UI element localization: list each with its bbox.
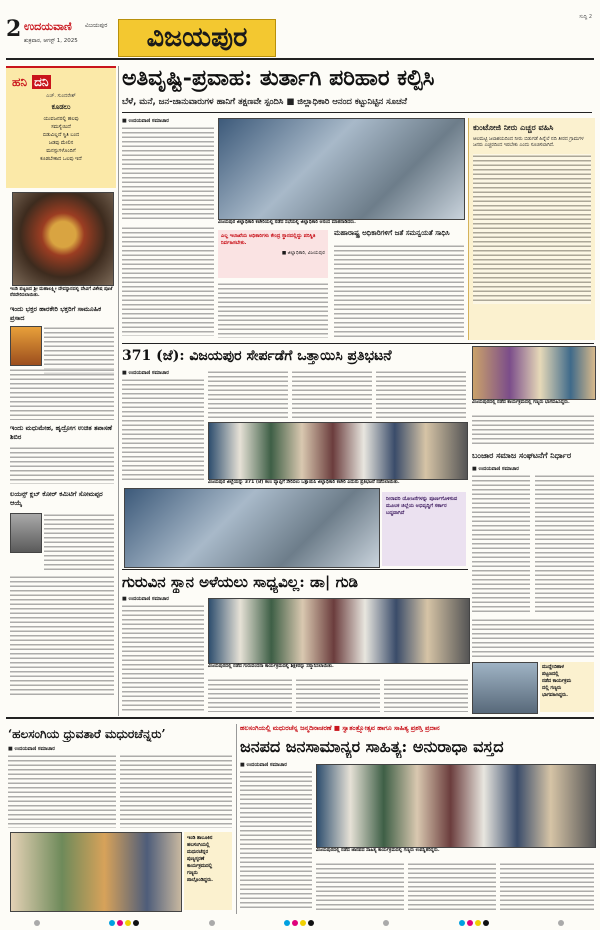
small-box-line: ಭಾಗವಹಿಸಿದ್ದರು. (542, 693, 568, 698)
issue-date: ಶುಕ್ರವಾರ, ಆಗಸ್ಟ್ 1, 2025 (24, 38, 78, 44)
story371-pullquote-box (382, 492, 466, 566)
guru-dateline: ■ ಉದಯವಾಣಿ ಸಮಾಚಾರ (122, 596, 169, 602)
bottom-left-photo (10, 832, 182, 912)
left-story2-text (10, 446, 114, 484)
left-story2-headline: ಇಂದು ಮಧುಮೇಹ, ಹೃದ್ರೋಗ ಉಚಿತ ತಪಾಸಣೆ ಶಿಬಿರ (10, 424, 113, 441)
deity-photo-caption: ಇಂಡಿ ಪಟ್ಟಣದ ಶ್ರೀ ಮಹಾಲಕ್ಷ್ಮೀ ದೇವಸ್ಥಾನದಲ್ಲಿ ದೇವಿಗೆ ವಿಶೇಷ ಪೂಜೆ ನೆರವೇರಿಸಲಾಯಿತು. (10, 287, 113, 298)
side-box-title: ಕುಂಟೋಜಿ ನೀರು ಎಚ್ಚರ ವಹಿಸಿ (473, 123, 554, 132)
hanidani-brand-b: ದನಿ (34, 75, 49, 89)
guru-headline: ಗುರುವಿನ ಸ್ಥಾನ ಅಳೆಯಲು ಸಾಧ್ಯವಿಲ್ಲ: ಡಾ| ಗುಡಿ (122, 573, 358, 591)
hanidani-byline: ಎಚ್. ಸುಂದರೇಶ್ (46, 93, 76, 99)
column-divider (118, 66, 119, 716)
lead-dateline: ■ ಉದಯವಾಣಿ ಸಮಾಚಾರ (122, 118, 169, 124)
guru-photo-caption: ವಿಜಯಪುರದಲ್ಲಿ ನಡೆದ ಗುರುವಂದನಾ ಕಾರ್ಯಕ್ರಮದಲ್ಲಿ ಶಿಕ್ಷಕರನ್ನು ಸನ್ಮಾನಿಸಲಾಯಿತು. (208, 664, 334, 669)
poem-line: ಜಡವು ಮೇಲಿನ (48, 140, 74, 146)
lead-photo-caption: ವಿಜಯಪುರ ಜಿಲ್ಲಾಧಿಕಾರಿ ಕಚೇರಿಯಲ್ಲಿ ನಡೆದ ಸಭೆಯಲ್ಲಿ ಜಿಲ್ಲಾಧಿಕಾರಿ ಆನಂದ ಮಾತನಾಡಿದರು. (218, 220, 356, 225)
bottom-left-text-col1 (8, 754, 116, 828)
right-lower-text (472, 618, 594, 658)
story371-text-col4 (376, 370, 466, 418)
side-box-text (473, 154, 591, 304)
section-rule-371 (122, 343, 594, 344)
story371-text-col1 (122, 378, 204, 483)
poem-line: ಮನಸ್ಸುಗಳೊಂದಿಗೆ (46, 148, 76, 154)
left-story3-photo (10, 513, 42, 553)
maharashtra-text (334, 244, 464, 338)
bottom-text-col4 (500, 862, 594, 910)
small-box (540, 662, 594, 712)
bottom-left-box-line: ಪಾಲ್ಗೊಂಡಿದ್ದರು. (187, 878, 213, 883)
bottom-dateline: ■ ಉದಯವಾಣಿ ಸಮಾಚಾರ (240, 762, 287, 768)
left-story1-headline: ಇಂದು ಭಕ್ತರ ಹಾರಕೇರಿ ಭಕ್ತರಿಗೆ ಸಾಮೂಹಿಕ ಪ್ರಸಾದ (10, 305, 102, 322)
bottom-headline: ಜನಪದ ಜನಸಾಮಾನ್ಯರ ಸಾಹಿತ್ಯ: ಅನುರಾಧಾ ವಸ್ತದ (240, 737, 504, 756)
banjara-dateline: ■ ಉದಯವಾಣಿ ಸಮಾಚಾರ (472, 466, 519, 472)
side-box (468, 118, 595, 340)
story371-pullquote: ನೀರಾವರಿ ಯೋಜನೆಗಳನ್ನು ಪೂರ್ಣಗೊಳಿಸುವ ಮೂಲಕ ಜಿಲ್ಲೆಯ ಅಭಿವೃದ್ಧಿಗೆ ಸರ್ಕಾರ ಬದ್ಧವಾಗಿದೆ (386, 496, 458, 516)
bottom-left-box-line: ಇಂಡಿ ತಾಲೂಕಿನ (187, 836, 213, 841)
guru-text-col2 (208, 678, 292, 712)
bottom-left-box-line: ಮಧುರಚೆನ್ನರ (187, 850, 209, 855)
left-story1-text-more (10, 368, 114, 420)
bottom-photo-caption: ವಿಜಯಪುರದಲ್ಲಿ ನಡೆದ ಜಾನಪದ ಸಾಹಿತ್ಯ ಕಾರ್ಯಕ್ರಮದಲ್ಲಿ ಗಣ್ಯರು ಉಪಸ್ಥಿತರಿದ್ದರು. (316, 848, 440, 853)
guru-text-col4 (384, 678, 468, 712)
lead-quote-by: ■ ಜಿಲ್ಲಾಧಿಕಾರಿ, ವಿಜಯಪುರ (281, 251, 325, 256)
right-photo-caption: ವಿಜಯಪುರದಲ್ಲಿ ನಡೆದ ಕಾರ್ಯಕ್ರಮದಲ್ಲಿ ಗಣ್ಯರು ಭಾಗವಹಿಸಿದ್ದರು. (472, 400, 570, 405)
right-text (472, 414, 594, 444)
banjara-text-col1 (472, 474, 530, 614)
side-box-body: ಆಲಮಟ್ಟಿ ಜಲಾಶಯದಿಂದ ನೀರು ಬಿಡುಗಡೆ ಹಿನ್ನೆಲೆ ನದಿ ತೀರದ ಗ್ರಾಮಗಳ ಜನರು ಎಚ್ಚರದಿಂದ ಇರಬೇಕು ಎಂದು ಸೂಚಿಸಲಾಗಿದೆ. (473, 137, 584, 149)
bottom-left-box-line: ಗಣ್ಯರು (187, 871, 198, 876)
hanidani-box (6, 66, 116, 188)
bottom-left-dateline: ■ ಉದಯವಾಣಿ ಸಮಾಚಾರ (8, 746, 55, 752)
maharashtra-headline: ಮಹಾರಾಷ್ಟ್ರ ಅಧಿಕಾರಿಗಳಿಗೆ ಜತೆ ಸಮನ್ವಯತೆ ಸಾಧಿಸಿ (334, 229, 450, 237)
bottom-left-text-col2 (120, 754, 232, 828)
lead-text-col3 (218, 282, 328, 338)
small-box-line: ನಡೆದ ಕಾರ್ಯಕ್ರಮ (542, 679, 572, 684)
story371-dateline: ■ ಉದಯವಾಣಿ ಸಮಾಚಾರ (122, 370, 169, 376)
poem-line: ಸಮಸ್ಯೆಯಿದೆ (51, 124, 71, 130)
lead-text-col2 (122, 226, 214, 336)
bottom-divider (236, 724, 237, 914)
bottom-left-box-line: ಪುಣ್ಯಸ್ಮರಣೆ (187, 857, 205, 862)
bottom-photo (316, 764, 596, 848)
poem-line: ಯುವಜನರಲ್ಲಿ ಹಲವು (43, 116, 79, 122)
guru-photo (208, 598, 470, 664)
right-photo (472, 346, 596, 400)
lead-text-col1 (122, 126, 214, 222)
bottom-text-col1 (240, 770, 312, 910)
right-lower-photo (472, 662, 538, 714)
page-corner-label: ಸುದ್ದಿ 2 (579, 14, 592, 20)
small-box-line: ಪಟ್ಟಣದಲ್ಲಿ (542, 672, 559, 677)
poem-line: ಬಿಡುವಿಲ್ಲದೆ ಸ್ಥಿತಿ ಬಂದ (42, 132, 80, 138)
bottom-left-headline: ‘ಹಲಸಂಗಿಯ ಧ್ರುವತಾರೆ ಮಧುರಚೆನ್ನರು’ (8, 727, 166, 741)
left-story3-text (44, 513, 114, 571)
newspaper-name: ಉದಯವಾಣಿ (24, 20, 72, 33)
story371-text-col3 (292, 370, 372, 418)
lead-headline: ಅತಿವೃಷ್ಟಿ-ಪ್ರವಾಹ: ತುರ್ತಾಗಿ ಪರಿಹಾರ ಕಲ್ಪಿಸಿ (122, 65, 435, 91)
masthead-rule (6, 58, 594, 60)
lead-quote-text: ಎಲ್ಲ ಇಲಾಖೆಯ ಅಧಿಕಾರಿಗಳು ಕೇಂದ್ರ ಸ್ಥಾನದಲ್ಲಿದ್ದು ಪರಿಸ್ಥಿತಿ ನಿರ್ವಹಿಸಬೇಕು. (221, 233, 316, 246)
small-box-line: ದಲ್ಲಿ ಗಣ್ಯರು (542, 686, 562, 691)
lead-quote-box (218, 230, 328, 278)
guru-text-col1 (122, 604, 204, 712)
bottom-rule (6, 717, 594, 719)
bottom-left-box-line: ಹಲಸಂಗಿಯಲ್ಲಿ (187, 843, 210, 848)
story371-text-col2 (208, 370, 288, 418)
poem-title: ಕೂಡಲು (51, 103, 71, 111)
poem-body (6, 115, 116, 163)
banjara-text-col2 (535, 474, 594, 614)
section-title: ವಿಜಯಪುರ (146, 22, 248, 53)
section-banner (118, 19, 276, 57)
banjara-headline: ಬಂಜಾರ ಸಮಾಜ ಸಂಘಟನೆಗೆ ನಿರ್ಧಾರ (472, 451, 572, 460)
bottom-text-col3 (408, 862, 496, 910)
story371-photo-caption: ವಿಜಯಪುರ ಜಿಲ್ಲೆಯನ್ನು 371 (ಜೆ) ಕಲಂ ವ್ಯಾಪ್ತಿಗೆ ಸೇರಿಸಲು ಒತ್ತಾಯಿಸಿ ಜಿಲ್ಲಾಧಿಕಾರಿ ಕಚೇರಿ ಎದುರು ಪ್ರತಿಭಟನೆ ನಡೆಸಲಾಯಿತು. (208, 480, 400, 485)
lead-photo (218, 118, 465, 220)
guru-text-col3 (296, 678, 380, 712)
page-number: 2 (6, 16, 22, 42)
left-story3-text-more (10, 575, 114, 695)
lead-rule (122, 112, 592, 113)
bottom-text-col2 (316, 862, 404, 910)
story371-photo2 (124, 488, 380, 568)
left-story3-headline: ಲಯನ್ಸ್ ಕ್ಲಬ್ ಕೋರ್ ಕಮಿಟಿಗೆ ಸೋಮಪ್ಪರ ಆಯ್ಕೆ (10, 490, 103, 507)
bottom-left-box-line: ಕಾರ್ಯಕ್ರಮದಲ್ಲಿ (187, 864, 213, 869)
edition-tag: ವಿಜಯಪುರ (85, 22, 108, 29)
small-box-line: ಮುದ್ದೇಬಿಹಾಳ (542, 665, 565, 670)
hanidani-brand-a: ಹನಿ (12, 75, 27, 89)
bottom-kicker: ಹಲಸಂಗಿಯಲ್ಲಿ ಮಧುರಚೆನ್ನ ಜನ್ಮದಿನಾಚರಣೆ ■ ಸ್ವಾತಂತ್ರ್ಯೋತ್ಸವ ಹಾಗೂ ಸಾಹಿತ್ಯ ಪ್ರಶಸ್ತಿ ಪ್ರದಾನ (240, 724, 440, 732)
bottom-left-box (184, 832, 232, 910)
registration-marks (0, 914, 600, 926)
story371-headline: 371 (ಜೆ): ವಿಜಯಪುರ ಸೇರ್ಪಡೆಗೆ ಒತ್ತಾಯಿಸಿ ಪ್ರತಿಭಟನೆ (122, 348, 392, 364)
story371-photo (208, 422, 468, 480)
deity-photo (12, 192, 114, 286)
lead-subhead: ಬೆಳೆ, ಮನೆ, ಜನ-ಜಾನುವಾರುಗಳ ಹಾನಿಗೆ ತಕ್ಷಣವೇ ಸ್ಪಂದಿಸಿ ■ ಜಿಲ್ಲಾಧಿಕಾರಿ ಆನಂದ ಕಟ್ಟುನಿಟ್ಟಿನ ಸೂಚನೆ (122, 97, 407, 107)
poem-line: ಕೂಡಬೇಕಾದ ಒಲವು ಇದೆ (40, 156, 82, 162)
left-story1-photo (10, 326, 42, 366)
section-rule-guru (122, 569, 468, 570)
